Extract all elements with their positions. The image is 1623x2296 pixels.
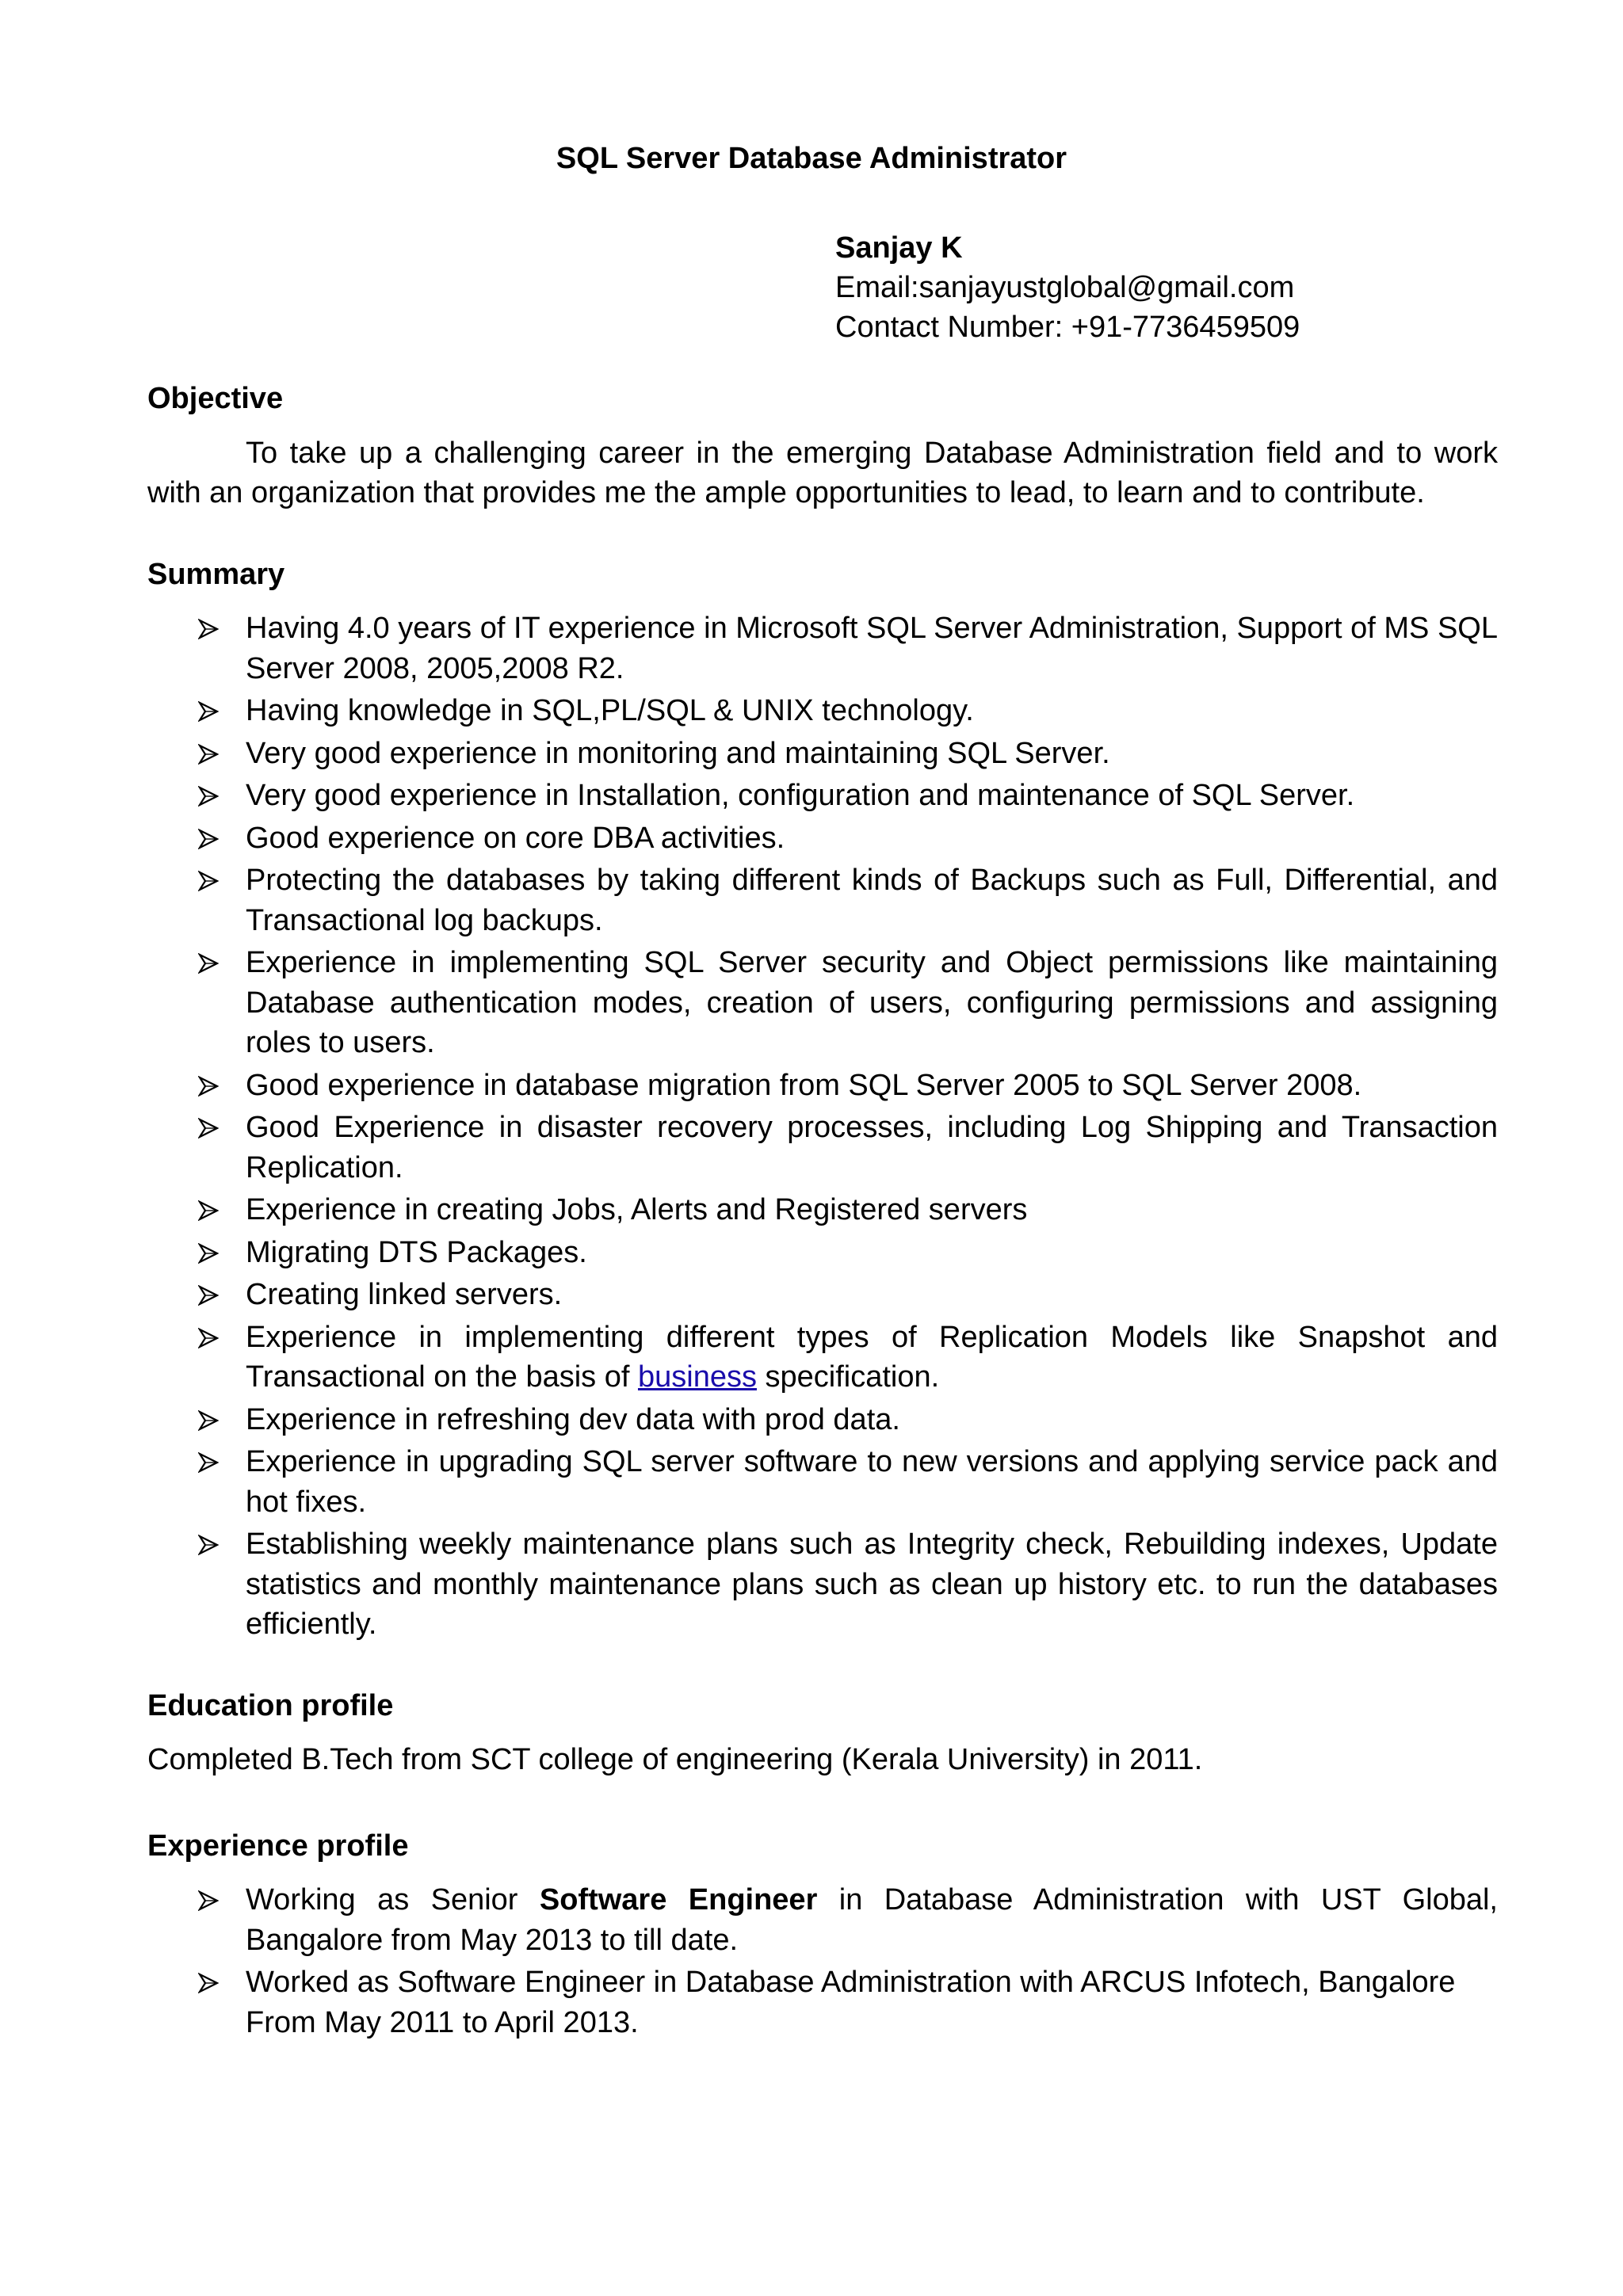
- summary-heading: Summary: [147, 557, 285, 591]
- arrow-bullet-icon: [198, 701, 219, 722]
- summary-item: Experience in refreshing dev data with prod data.: [147, 1400, 1498, 1440]
- email-text: Email:sanjayustglobal@gmail.com: [835, 271, 1295, 304]
- arrow-bullet-icon: [198, 1410, 219, 1431]
- summary-item: Having 4.0 years of IT experience in Microsoft SQL Server Administration, Support of MS SQL Server 2008, 2005,2008 R2.: [147, 608, 1498, 688]
- arrow-bullet-icon: [198, 953, 219, 974]
- arrow-bullet-icon: [198, 1243, 219, 1264]
- contact-block: [835, 228, 1300, 347]
- summary-item: Creating linked servers.: [147, 1275, 1498, 1315]
- arrow-bullet-icon: [198, 1973, 219, 1993]
- phone-text: Contact Number: +91-7736459509: [835, 311, 1300, 344]
- arrow-bullet-icon: [198, 1890, 219, 1911]
- experience-item: Worked as Software Engineer in Database Administration with ARCUS Infotech, Bangalore From May 2011 to April 2013.: [147, 1962, 1498, 2042]
- arrow-bullet-icon: [198, 619, 219, 639]
- business-link[interactable]: business: [637, 1360, 757, 1394]
- summary-item: Experience in implementing SQL Server security and Object permissions like maintaining Database authentication modes, creation of users, configuring permissions and assigning roles to users.: [147, 943, 1498, 1063]
- arrow-bullet-icon: [198, 1118, 219, 1138]
- summary-item: Good experience in database migration from SQL Server 2005 to SQL Server 2008.: [147, 1066, 1498, 1106]
- summary-item: Very good experience in Installation, configuration and maintenance of SQL Server.: [147, 776, 1498, 816]
- summary-list: [147, 608, 1498, 1645]
- arrow-bullet-icon: [198, 1328, 219, 1348]
- objective-text: To take up a challenging career in the emerging Database Administration field and to work with an organization that provides me the ample opportunities to lead, to learn and to contribute.: [147, 436, 1498, 509]
- arrow-bullet-icon: [198, 786, 219, 807]
- arrow-bullet-icon: [198, 1535, 219, 1555]
- objective-heading: Objective: [147, 382, 284, 415]
- candidate-name: Sanjay K: [835, 231, 963, 265]
- document-title: SQL Server Database Administrator: [556, 142, 1067, 175]
- experience-heading: Experience profile: [147, 1829, 409, 1863]
- arrow-bullet-icon: [198, 829, 219, 849]
- resume-content: [147, 379, 1498, 2045]
- summary-item: Good experience on core DBA activities.: [147, 818, 1498, 859]
- experience-list: [147, 1880, 1498, 2042]
- arrow-bullet-icon: [198, 1200, 219, 1221]
- summary-item: Establishing weekly maintenance plans such as Integrity check, Rebuilding indexes, Update statistics and monthly maintenance plans such as clean up history etc. to run the databases efficiently.: [147, 1524, 1498, 1645]
- summary-item: Good Experience in disaster recovery processes, including Log Shipping and Transaction Replication.: [147, 1108, 1498, 1188]
- education-heading: Education profile: [147, 1688, 394, 1722]
- education-text: Completed B.Tech from SCT college of engineering (Kerala University) in 2011.: [147, 1743, 1203, 1776]
- arrow-bullet-icon: [198, 1452, 219, 1473]
- arrow-bullet-icon: [198, 744, 219, 765]
- summary-item: Having knowledge in SQL,PL/SQL & UNIX technology.: [147, 691, 1498, 731]
- arrow-bullet-icon: [198, 871, 219, 891]
- summary-item: Very good experience in monitoring and maintaining SQL Server.: [147, 734, 1498, 774]
- job-title-bold: Software Engineer: [539, 1883, 818, 1917]
- arrow-bullet-icon: [198, 1076, 219, 1097]
- summary-item: Experience in creating Jobs, Alerts and Registered servers: [147, 1190, 1498, 1230]
- summary-item: Protecting the databases by taking different kinds of Backups such as Full, Differential, and Transactional log backups.: [147, 860, 1498, 940]
- summary-item: Migrating DTS Packages.: [147, 1233, 1498, 1273]
- arrow-bullet-icon: [198, 1285, 219, 1306]
- summary-item: Experience in implementing different types of Replication Models like Snapshot and Transactional on the basis of business specification.: [147, 1318, 1498, 1398]
- summary-item: Experience in upgrading SQL server software to new versions and applying service pack and hot fixes.: [147, 1442, 1498, 1522]
- experience-item: Working as Senior Software Engineer in Database Administration with UST Global, Bangalore from May 2013 to till date.: [147, 1880, 1498, 1960]
